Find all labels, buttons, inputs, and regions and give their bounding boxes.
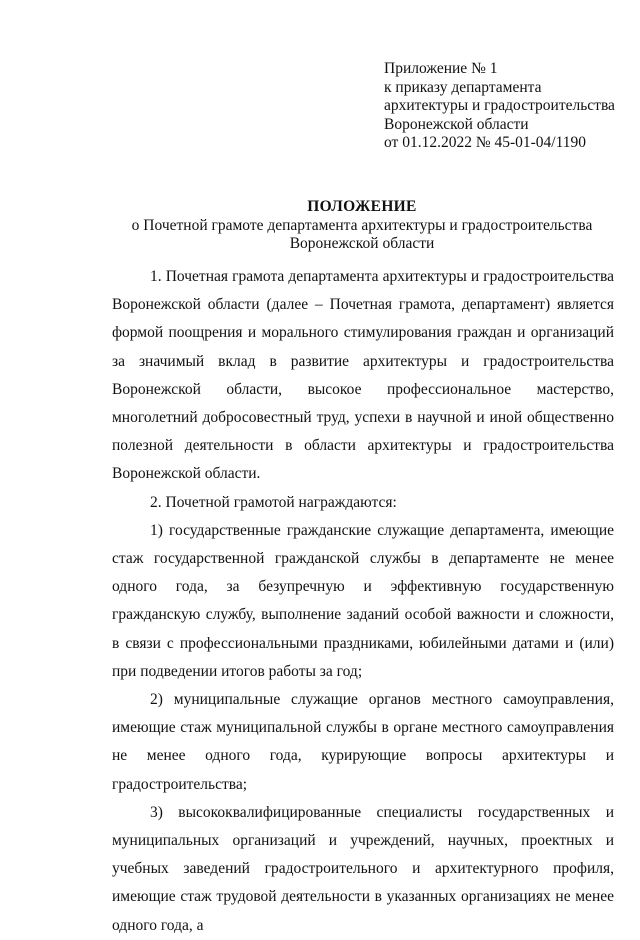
annex-department: архитектуры и градостроительства xyxy=(384,97,615,114)
document-title: ПОЛОЖЕНИЕ xyxy=(307,198,417,215)
annex-region: Воронежской области xyxy=(384,115,529,133)
paragraph-2-item-3: 3) высококвалифицированные специалисты государственных и муниципальных организаций и учреждений, научных, проектных и учебных заведений градостроительного и архитектурного профиля, имеющие стаж трудовой деятельности в указанных организациях не менее одного года, а xyxy=(112,803,614,934)
document-subtitle-line1: о Почетной грамоте департамента архитектуры и градостроительства xyxy=(131,216,593,234)
document-body xyxy=(112,263,614,940)
annex-number: Приложение № 1 xyxy=(384,60,498,77)
document-subtitle-line2: Воронежской области xyxy=(289,235,435,252)
annex-block xyxy=(384,60,615,153)
paragraph-2: 2. Почетной грамотой награждаются: xyxy=(150,493,397,511)
title-block xyxy=(0,198,640,254)
annex-order-ref: к приказу департамента xyxy=(384,78,542,96)
annex-date-number: от 01.12.2022 № 45-01-04/1190 xyxy=(384,134,587,151)
paragraph-2-item-1: 1) государственные гражданские служащие департамента, имеющие стаж государственной гражданской службы в департаменте не менее одного года, за безупречную и эффективную государственную гражданскую службу, выполнение заданий особой важности и сложности, в связи с профессиональными праздниками, юбилейными датами и (или) при подведении итогов работы за год; xyxy=(112,521,614,680)
paragraph-1: 1. Почетная грамота департамента архитектуры и градостроительства Воронежской области (далее – Почетная грамота, департамент) является формой поощрения и морального стимулирования граждан и организаций за значимый вклад в развитие архитектуры и градостроительства Воронежской области, высокое профессиональное мастерство, многолетний добросовестный труд, успехи в научной и иной общественно полезной деятельности в области архитектуры и градостроительства Воронежской области. xyxy=(112,268,614,483)
paragraph-2-item-2: 2) муниципальные служащие органов местного самоуправления, имеющие стаж муниципальной службы в органе местного самоуправления не менее одного года, курирующие вопросы архитектуры и градостроительства; xyxy=(112,691,614,793)
